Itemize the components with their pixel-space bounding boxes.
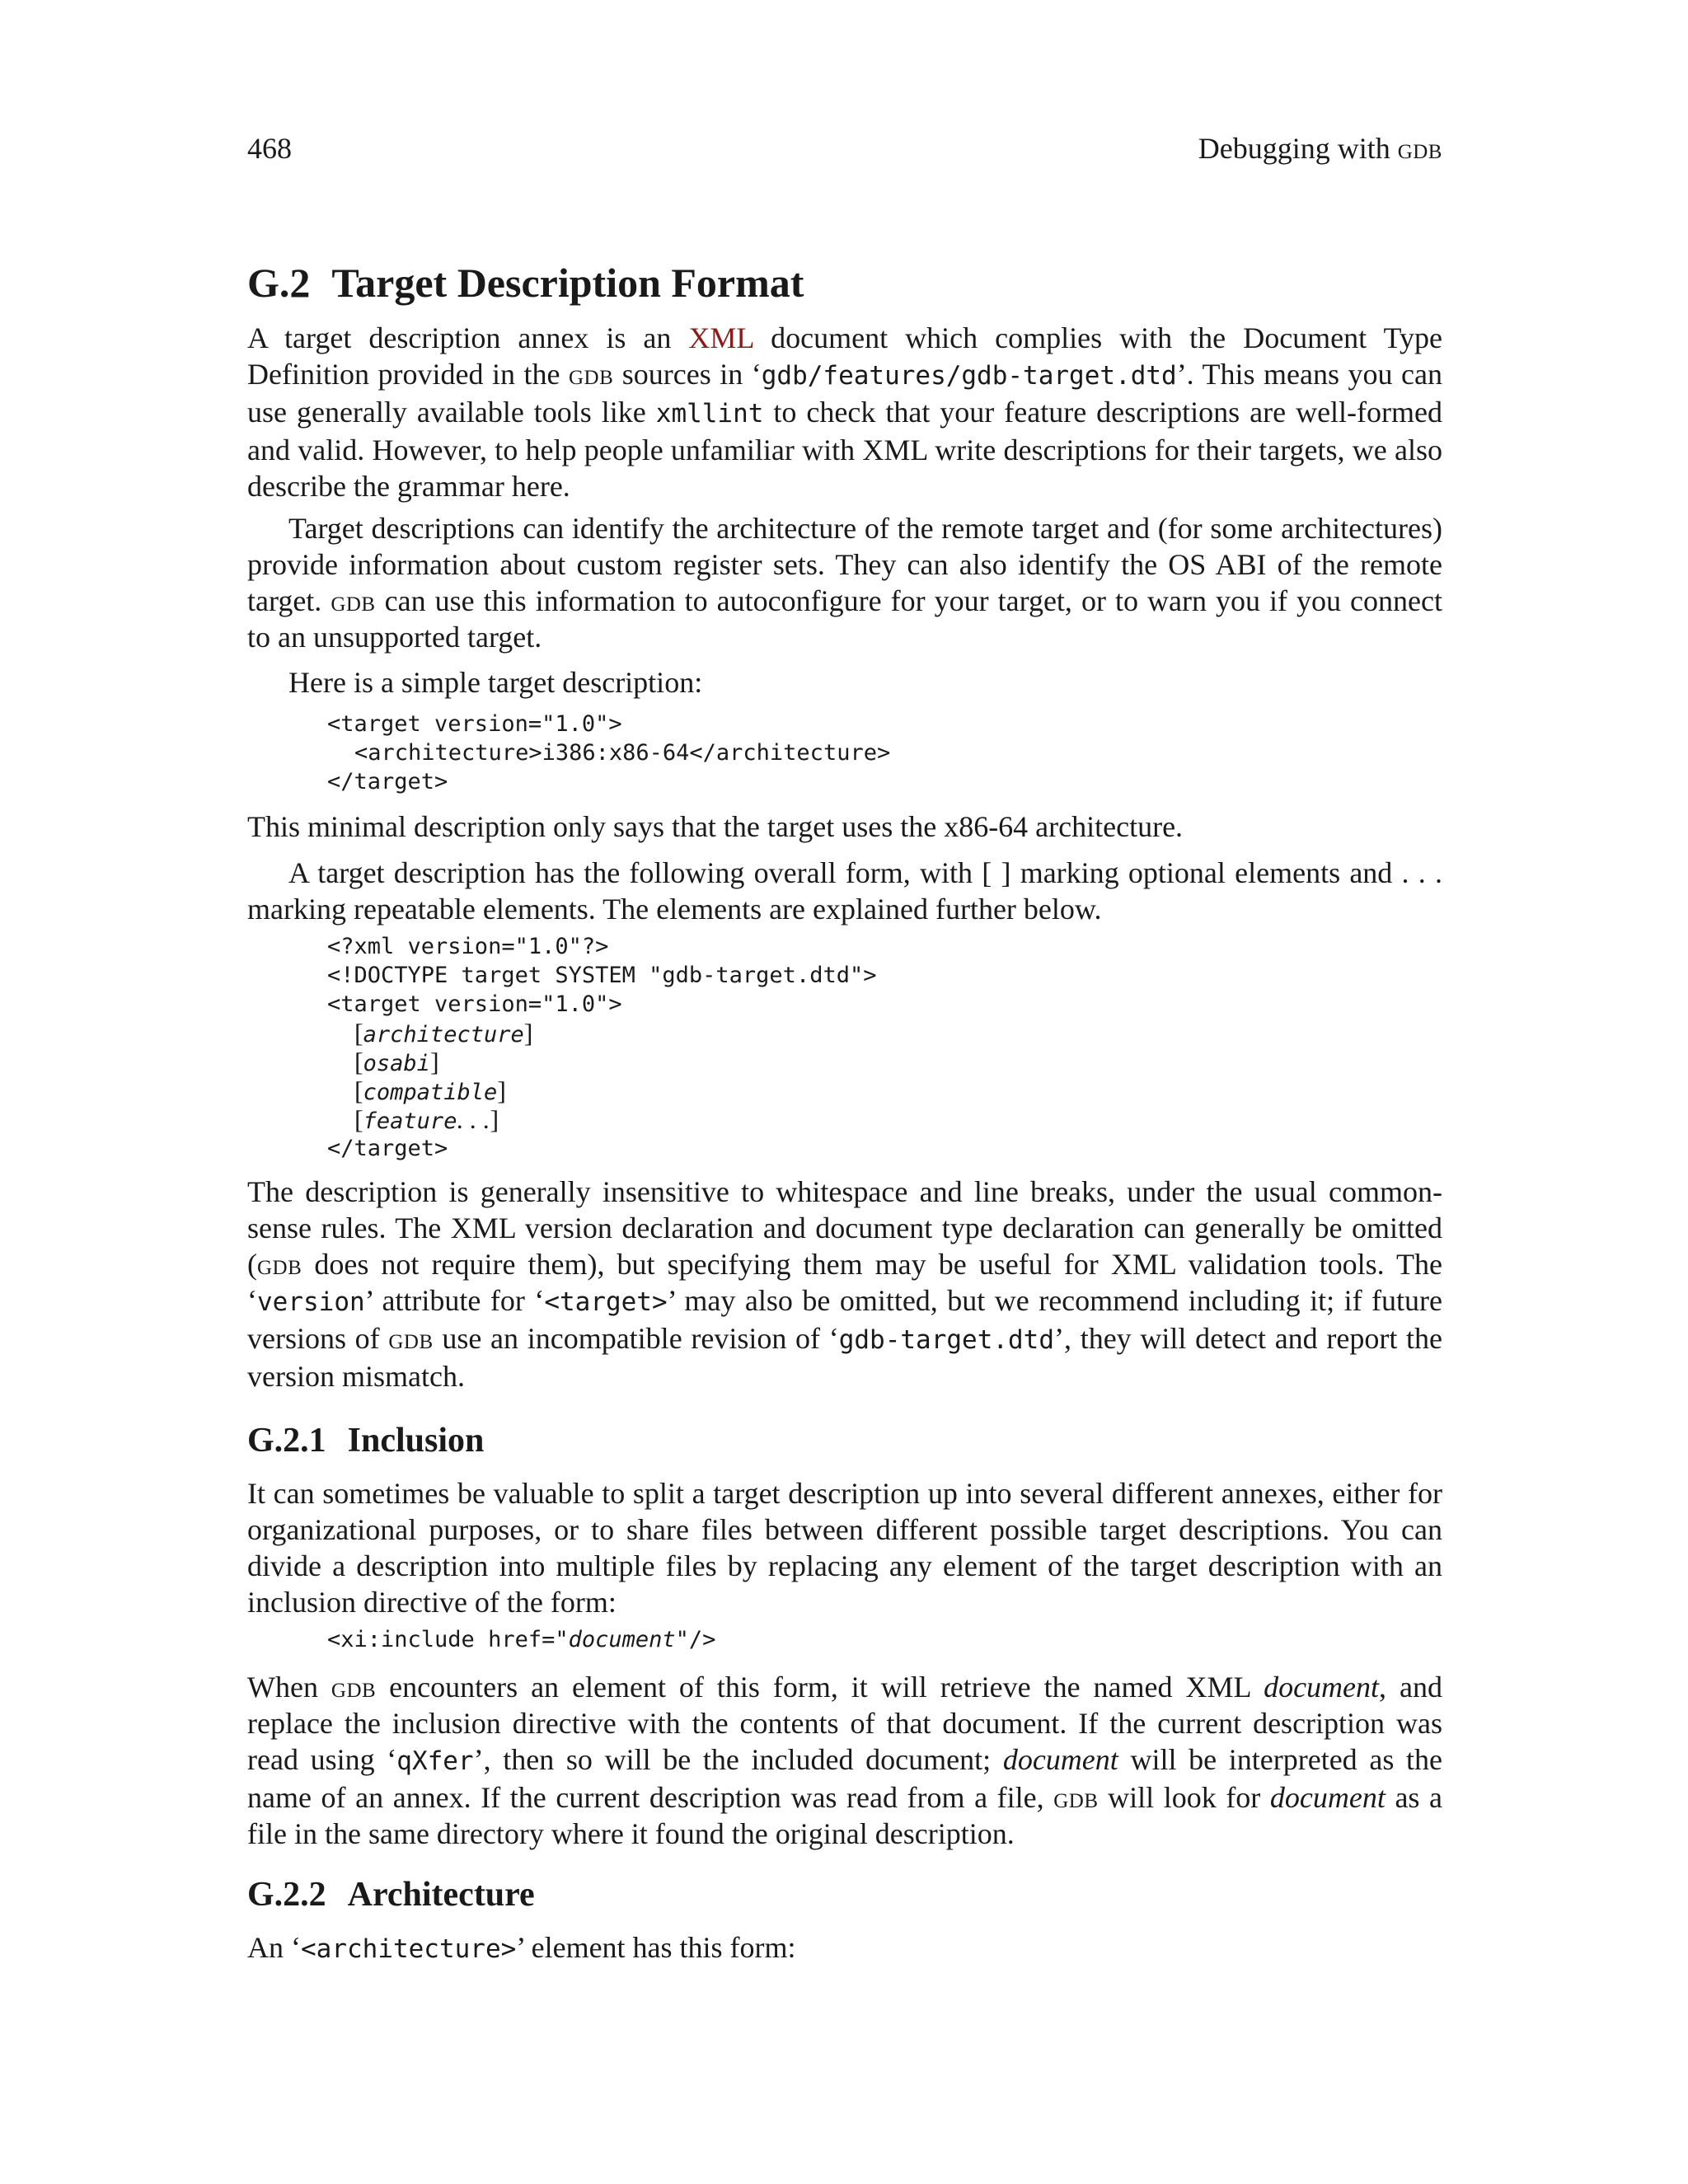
code-line: <xi:include href="document"/> (327, 1627, 716, 1652)
xml-link[interactable]: XML (688, 321, 754, 354)
code-line: </target> (327, 1136, 448, 1161)
code-line-optional: [compatible] (354, 1076, 506, 1105)
code-block-simple (327, 710, 890, 796)
paragraph-include-behavior: When gdb encounters an element of this form, it will retrieve the named XML document, and replace the inclusion directive with the contents of that document. If the current description was read using ‘qXfer’, then so will be the included document; document will be interpreted as the name of an annex. If the current description was read from a file, gdb will look for document as a file in the same directory where it found the original description. (247, 1671, 1443, 1850)
code-line-optional: [osabi] (354, 1047, 439, 1076)
code-line-optional: [feature. . .] (354, 1104, 499, 1134)
paragraph-architecture: An ‘<architecture>’ element has this form: (247, 1931, 796, 1964)
code-line-optional: [architecture] (354, 1018, 533, 1047)
running-head (247, 130, 1442, 166)
subsection-heading-architecture: G.2.2 Architecture (247, 1876, 535, 1914)
page-number: 468 (247, 132, 292, 165)
code-block-include (327, 1625, 715, 1654)
paragraph-capabilities: Target descriptions can identify the architecture of the remote target and (for some architectures) provide information about custom register sets. They can also identify the OS ABI of the remote target. gdb can use this information to autoconfigure for your target, or to warn you if you connect to an unsupported target. (247, 512, 1442, 654)
code-line: <target version="1.0"> (327, 711, 622, 737)
subsection-heading-inclusion: G.2.1 Inclusion (247, 1422, 485, 1460)
code-line: <!DOCTYPE target SYSTEM "gdb-target.dtd"> (327, 963, 877, 988)
paragraph-overall-form: A target description has the following overall form, with [ ] marking optional elements and . . . marking repeatable elements. The elements are explained further below. (247, 856, 1442, 926)
code-block-form (327, 932, 876, 1163)
document-page (247, 0, 1442, 2184)
paragraph-inclusion: It can sometimes be valuable to split a target description up into several different annexes, either for organizational purposes, or to share files between different possible target descriptions. You can divide a description into multiple files by replacing any element of the target description with an inclusion directive of the form: (247, 1477, 1442, 1619)
code-line: <?xml version="1.0"?> (327, 934, 609, 959)
section-heading: G.2 Target Description Format (247, 260, 804, 306)
code-line: <architecture>i386:x86-64</architecture> (354, 740, 891, 766)
running-title: Debugging with gdb (1198, 132, 1442, 165)
code-line: <target version="1.0"> (327, 991, 622, 1017)
paragraph-intro: A target description annex is an XML document which complies with the Document Type Definition provided in the gdb sources in ‘gdb/features/gdb-target.dtd’. This means you can use generally available tools like xmllint to check that your feature descriptions are well-formed and valid. However, to help people unfamiliar with XML write descriptions for their targets, we also describe the grammar here. (247, 321, 1442, 503)
code-line: </target> (327, 769, 448, 794)
paragraph-whitespace: The description is generally insensitive to whitespace and line breaks, under the usual common-sense rules. The XML version declaration and document type declaration can generally be omitted (gdb does not require them), but specifying them may be useful for XML validation tools. The ‘version’ attribute for ‘<target>’ may also be omitted, but we recommend including it; if future versions of gdb use an incompatible revision of ‘gdb-target.dtd’, they will detect and report the version mismatch. (247, 1175, 1443, 1393)
paragraph-simple-intro: Here is a simple target description: (288, 666, 703, 699)
paragraph-minimal: This minimal description only says that the target uses the x86-64 architecture. (247, 810, 1184, 843)
